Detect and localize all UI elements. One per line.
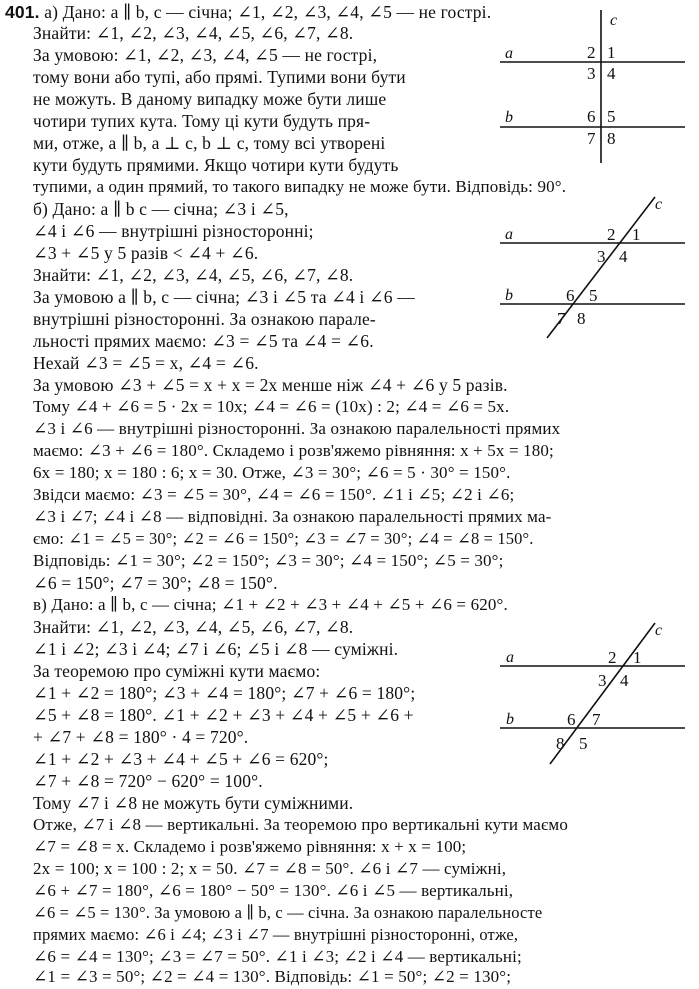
- text-line: льності прямих маємо: ∠3 = ∠5 та ∠4 = ∠6.: [33, 331, 374, 351]
- angle-label: 3: [597, 247, 606, 266]
- angle-label: 1: [632, 225, 641, 244]
- label-a: a: [505, 226, 513, 243]
- line-c: [550, 623, 655, 764]
- text-line: ми, отже, a ∥ b, a ⊥ c, b ⊥ c, тому всі утворені: [33, 133, 386, 153]
- angle-label: 2: [587, 43, 596, 62]
- text-line: 401. а) Дано: a ∥ b, c — січна; ∠1, ∠2, ∠3, ∠4, ∠5 — не гострі.: [5, 2, 492, 22]
- text-line: Тому ∠4 + ∠6 = 5 · 2x = 10x; ∠4 = ∠6 = (10x) : 2; ∠4 = ∠6 = 5x.: [33, 397, 510, 416]
- text-line: тупими, а один прямий, то такого випадку не може бути. Відповідь: 90°.: [33, 177, 567, 196]
- text-line: Отже, ∠7 і ∠8 — вертикальні. За теоремою про вертикальні кути маємо: [33, 815, 568, 834]
- angle-label: 3: [598, 671, 607, 690]
- figure-a-diagram: [490, 5, 690, 165]
- angle-label: 7: [587, 129, 596, 148]
- label-a: a: [506, 649, 514, 666]
- text-line: ∠1 + ∠2 + ∠3 + ∠4 + ∠5 + ∠6 = 620°;: [33, 749, 329, 769]
- text-line: ∠7 = ∠8 = x. Складемо і розв'яжемо рівняння: x + x = 100;: [33, 837, 467, 856]
- text-line: За умовою a ∥ b, c — січна; ∠3 і ∠5 та ∠4 і ∠6 —: [33, 287, 415, 307]
- text-line: ∠1 + ∠2 = 180°; ∠3 + ∠4 = 180°; ∠7 + ∠6 = 180°;: [33, 683, 416, 703]
- label-c: c: [655, 196, 663, 213]
- text-line: + ∠7 + ∠8 = 180° · 4 = 720°.: [33, 727, 249, 747]
- angle-label: 1: [633, 648, 642, 667]
- angle-label: 4: [607, 64, 616, 83]
- angle-label: 6: [567, 710, 576, 729]
- angle-label: 6: [587, 107, 596, 126]
- angle-label: 8: [577, 309, 586, 328]
- text-line: Звідси маємо: ∠3 = ∠5 = 30°, ∠4 = ∠6 = 150°. ∠1 і ∠5; ∠2 і ∠6;: [33, 485, 515, 504]
- text-line: Знайти: ∠1, ∠2, ∠3, ∠4, ∠5, ∠6, ∠7, ∠8.: [33, 23, 354, 43]
- figure-c-diagram: [500, 618, 695, 768]
- text-line: Знайти: ∠1, ∠2, ∠3, ∠4, ∠5, ∠6, ∠7, ∠8.: [33, 265, 354, 285]
- text-line: ємо: ∠1 = ∠5 = 30°; ∠2 = ∠6 = 150°; ∠3 = ∠7 = 30°; ∠4 = ∠8 = 150°.: [33, 529, 534, 548]
- angle-label: 7: [557, 309, 566, 328]
- text-line: ∠7 + ∠8 = 720° − 620° = 100°.: [33, 771, 263, 791]
- angle-label: 1: [607, 43, 616, 62]
- text-line: ∠1 і ∠2; ∠3 і ∠4; ∠7 і ∠6; ∠5 і ∠8 — суміжні.: [33, 639, 399, 659]
- text-line: ∠6 = ∠4 = 130°; ∠3 = ∠7 = 50°. ∠1 і ∠3; ∠2 і ∠4 — вертикальні;: [33, 947, 522, 966]
- text-line: За умовою: ∠1, ∠2, ∠3, ∠4, ∠5 — не гострі,: [33, 45, 378, 65]
- angle-label: 6: [566, 286, 575, 305]
- text-line: в) Дано: a ∥ b, c — січна; ∠1 + ∠2 + ∠3 + ∠4 + ∠5 + ∠6 = 620°.: [33, 595, 508, 614]
- angle-label: 8: [556, 734, 565, 753]
- text-line: б) Дано: a ∥ b c — січна; ∠3 і ∠5,: [33, 199, 289, 219]
- text-line: не можуть. В даному випадку може бути лише: [33, 89, 387, 109]
- text-line: внутрішні різносторонні. За ознакою парале-: [33, 309, 376, 329]
- angle-label: 5: [579, 734, 588, 753]
- text-line: кути будуть прямими. Якщо чотири кути будуть: [33, 155, 399, 175]
- problem-number: 401.: [5, 2, 40, 22]
- text-line: прямих маємо: ∠6 і ∠4; ∠3 і ∠7 — внутрішні різносторонні, отже,: [33, 925, 519, 944]
- angle-label: 2: [607, 225, 616, 244]
- angle-label: 5: [607, 107, 616, 126]
- angle-label: 2: [608, 648, 617, 667]
- text-line: ∠1 = ∠3 = 50°; ∠2 = ∠4 = 130°. Відповідь: ∠1 = 50°; ∠2 = 130°;: [33, 967, 512, 986]
- label-a: a: [505, 45, 513, 62]
- text-line: За умовою ∠3 + ∠5 = x + x = 2x менше ніж ∠4 + ∠6 у 5 разів.: [33, 375, 508, 395]
- text-line: Тому ∠7 і ∠8 не можуть бути суміжними.: [33, 793, 354, 813]
- text-line: Знайти: ∠1, ∠2, ∠3, ∠4, ∠5, ∠6, ∠7, ∠8.: [33, 617, 354, 637]
- text-line: ∠5 + ∠8 = 180°. ∠1 + ∠2 + ∠3 + ∠4 + ∠5 + ∠6 +: [33, 705, 414, 725]
- text-line: Відповідь: ∠1 = 30°; ∠2 = 150°; ∠3 = 30°; ∠4 = 150°; ∠5 = 30°;: [33, 551, 504, 570]
- text-line: тому вони або тупі, або прямі. Тупими вони бути: [33, 67, 406, 87]
- text-line: ∠3 + ∠5 у 5 разів < ∠4 + ∠6.: [33, 243, 259, 263]
- text-line: ∠3 і ∠7; ∠4 і ∠8 — відповідні. За ознакою паралельності прямих ма-: [33, 507, 552, 526]
- text-line: маємо: ∠3 + ∠6 = 180°. Складемо і розв'яжемо рівняння: x + 5x = 180;: [33, 441, 554, 460]
- text-line: 2x = 100; x = 100 : 2; x = 50. ∠7 = ∠8 = 50°. ∠6 і ∠7 — суміжні,: [33, 859, 507, 878]
- text-line: чотири тупих кута. Тому ці кути будуть пря-: [33, 111, 371, 131]
- label-c: c: [610, 12, 618, 29]
- angle-label: 4: [619, 247, 628, 266]
- text-line: 6x = 180; x = 180 : 6; x = 30. Отже, ∠3 = 30°; ∠6 = 5 · 30° = 150°.: [33, 463, 511, 482]
- text-line: ∠6 = 150°; ∠7 = 30°; ∠8 = 150°.: [33, 573, 278, 593]
- angle-label: 5: [589, 286, 598, 305]
- text-line: За теоремою про суміжні кути маємо:: [33, 661, 321, 681]
- text-line: Нехай ∠3 = ∠5 = x, ∠4 = ∠6.: [33, 353, 259, 373]
- text-line: ∠6 + ∠7 = 180°, ∠6 = 180° − 50° = 130°. ∠6 і ∠5 — вертикальні,: [33, 881, 514, 900]
- text-line: ∠4 і ∠6 — внутрішні різносторонні;: [33, 221, 314, 241]
- angle-label: 3: [587, 64, 596, 83]
- label-b: b: [505, 109, 513, 126]
- text-line: ∠6 = ∠5 = 130°. За умовою a ∥ b, c — січна. За ознакою паралельносте: [33, 903, 543, 922]
- angle-label: 4: [620, 671, 629, 690]
- angle-label: 7: [592, 710, 601, 729]
- label-b: b: [505, 287, 513, 304]
- label-b: b: [506, 711, 514, 728]
- figure-b-diagram: [495, 192, 695, 342]
- label-c: c: [655, 622, 663, 639]
- angle-label: 8: [607, 129, 616, 148]
- text-line: ∠3 і ∠6 — внутрішні різносторонні. За ознакою паралельності прямих: [33, 419, 561, 438]
